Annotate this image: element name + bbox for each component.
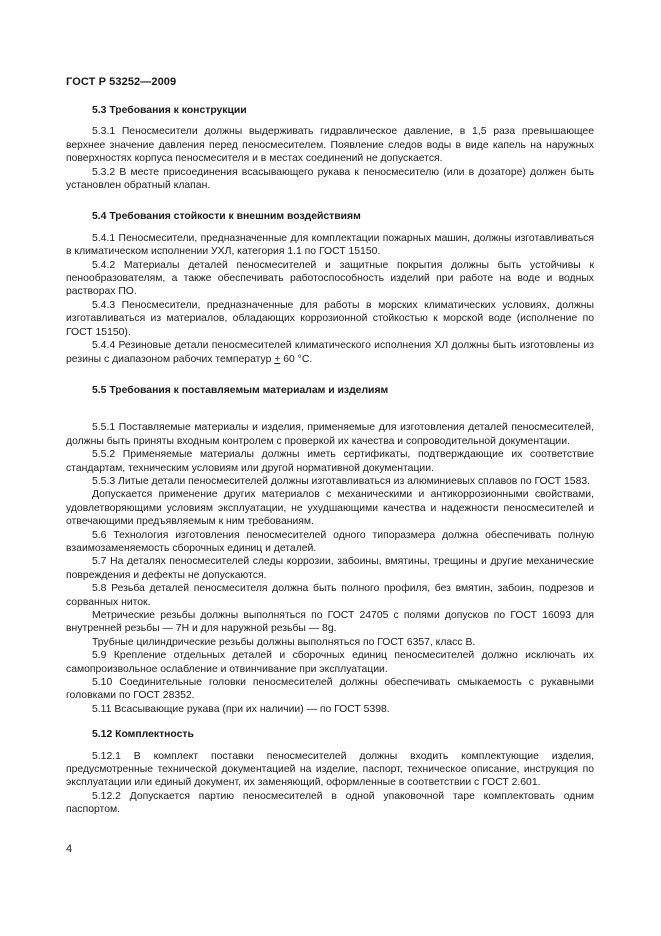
paragraph-5-7: 5.7 На деталях пеносмесителей следы коррозии, забоины, вмятины, трещины и другие механические повреждения и дефекты не допускаются. bbox=[66, 556, 594, 581]
paragraph-5-6: 5.6 Технология изготовления пеносмесителей одного типоразмера должна обеспечивать полную взаимозаменяемость сборочных единиц и деталей. bbox=[66, 529, 594, 554]
paragraph-5-5-3-note: Допускается применение других материалов с механическими и антикоррозионными свойствами, удовлетворяющими условиям эксплуатации, не ухудшающими качества и надежности пеносмесителей и отвечающими предъявляемым к ним требованиям. bbox=[66, 489, 594, 528]
paragraph-5-8-pipe: Трубные цилиндрические резьбы должны выполняться по ГОСТ 6357, класс В. bbox=[92, 636, 476, 648]
paragraph-5-9: 5.9 Крепление отдельных деталей и сборочных единиц пеносмесителей должно исключать их самопроизвольное ослабление и отвинчивание при эксплуатации. bbox=[66, 650, 594, 675]
page-number: 4 bbox=[66, 843, 73, 855]
paragraph-5-3-2: 5.3.2 В месте присоединения всасывающего рукава к пеносмесителю (или в дозаторе) должен быть установлен обратный клапан. bbox=[66, 166, 594, 192]
paragraph-5-4-4-text: 5.4.4 Резиновые детали пеносмесителей климатического исполнения ХЛ должны быть изготовлены из резины с диапазоном рабочих температур bbox=[66, 340, 594, 365]
paragraph-5-3-1: 5.3.1 Пеносмесители должны выдерживать гидравлическое давление, в 1,5 раза превышающее верхнее значение давления перед пеносмесителем. Появление следов воды в виде капель на наружных поверхностях корпуса пеносмесителя и в местах соединений не допускается. bbox=[66, 126, 594, 165]
paragraph-5-12-2: 5.12.2 Допускается партию пеносмесителей в одной упаковочной таре комплектовать одним паспортом. bbox=[66, 790, 594, 816]
paragraph-5-4-4 bbox=[66, 339, 594, 366]
paragraph-5-4-2: 5.4.2 Материалы деталей пеносмесителей и защитные покрытия должны быть устойчивы к пенообразователям, а также обеспечивать работоспособность изделий при работе на воде и водных растворах ПО. bbox=[66, 259, 594, 298]
paragraph-5-5-3: 5.5.3 Литые детали пеносмесителей должны изготавливаться из алюминиевых сплавов по ГОСТ 1583. bbox=[92, 475, 591, 487]
paragraph-5-12-1: 5.12.1 В комплект поставки пеносмесителей должны входить комплектующие изделия, предусмотренные технической документацией на изделие, паспорт, техническое описание, инструкция по эксплуатации или единый документ, их заменяющий, оформленные в соответствии с ГОСТ 2.601. bbox=[66, 750, 594, 789]
paragraph-5-5-2: 5.5.2 Применяемые материалы должны иметь сертификаты, подтверждающие их соответствие стандартам, техническим условиям или другой нормативной документации. bbox=[66, 449, 594, 474]
plus-minus-sign: + bbox=[274, 353, 281, 365]
paragraph-5-4-3: 5.4.3 Пеносмесители, предназначенные для работы в морских климатических условиях, должны изготавливаться из материалов, обладающих коррозионной стойкостью к морской воде (исполнение по ГОСТ 15150). bbox=[66, 299, 594, 338]
section-title-5-3: 5.3 Требования к конструкции bbox=[92, 105, 247, 116]
paragraph-5-11: 5.11 Всасывающие рукава (при их наличии) — по ГОСТ 5398. bbox=[92, 703, 390, 715]
paragraph-5-4-1: 5.4.1 Пеносмесители, предназначенные для комплектации пожарных машин, должны изготавливаться в климатическом исполнении УХЛ, категория 1.1 по ГОСТ 15150. bbox=[66, 232, 594, 258]
section-title-5-12: 5.12 Комплектность bbox=[92, 729, 194, 741]
section-title-5-4: 5.4 Требования стойкости к внешним воздействиям bbox=[92, 211, 361, 223]
document-header: ГОСТ Р 53252—2009 bbox=[66, 76, 177, 88]
paragraph-5-4-4-end: 60 °С. bbox=[280, 353, 313, 365]
document-body bbox=[66, 104, 594, 817]
paragraph-5-5-1: 5.5.1 Поставляемые материалы и изделия, применяемые для изготовления деталей пеносмесителей, должны быть приняты входным контролем с проверкой их качества и сопроводительной документации. bbox=[66, 422, 594, 447]
paragraph-5-8: 5.8 Резьба деталей пеносмесителя должна быть полного профиля, без вмятин, забоин, подрезов и сорванных ниток. bbox=[66, 583, 594, 608]
paragraph-5-10: 5.10 Соединительные головки пеносмесителей должны обеспечивать смыкаемость с рукавными головками по ГОСТ 28352. bbox=[66, 677, 594, 702]
paragraph-5-8-metric: Метрические резьбы должны выполняться по ГОСТ 24705 с полями допусков по ГОСТ 16093 для внутренней резьбы — 7Н и для наружной резьбы — 8g. bbox=[66, 610, 594, 635]
section-title-5-5: 5.5 Требования к поставляемым материалам и изделиям bbox=[92, 384, 389, 396]
